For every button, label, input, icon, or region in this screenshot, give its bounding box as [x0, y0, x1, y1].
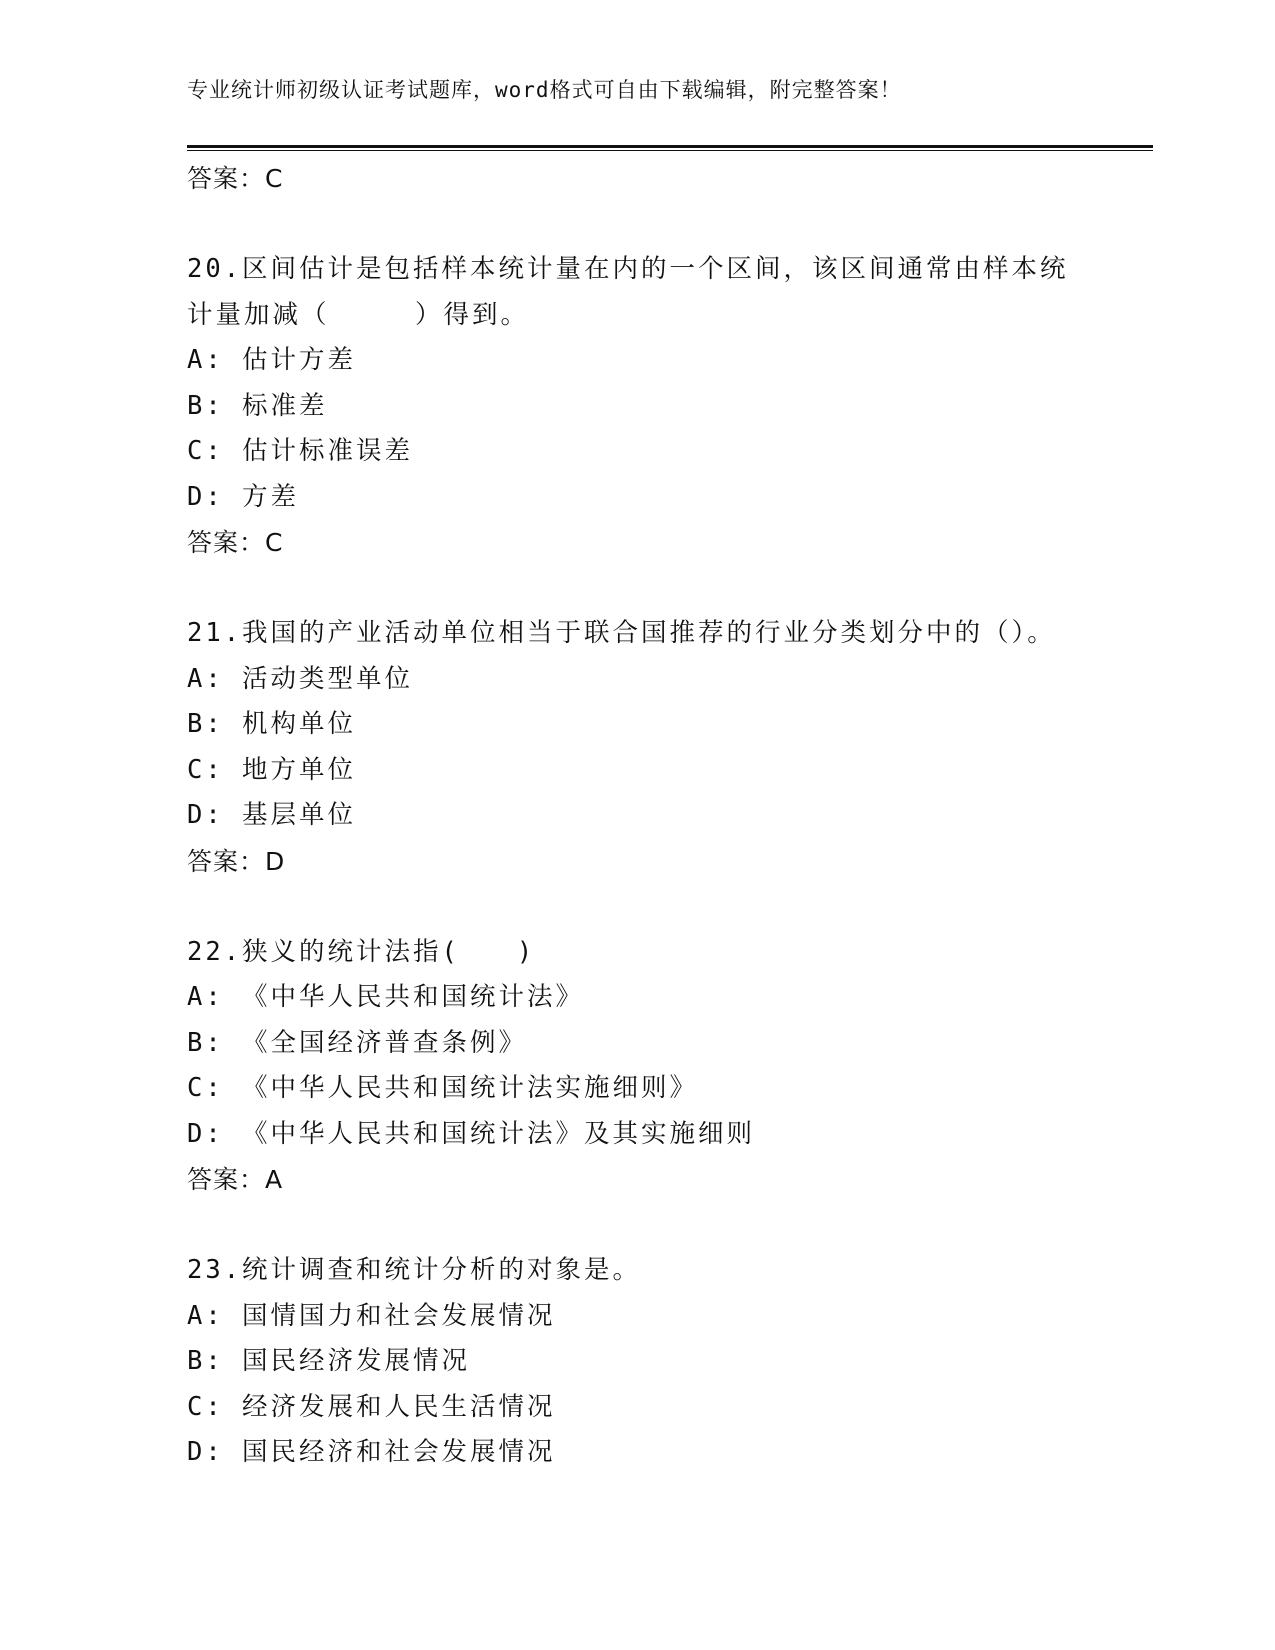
spacer [187, 202, 1087, 248]
option-d: D: 方差 [187, 481, 300, 512]
question-21 [187, 611, 1087, 884]
header-rule-thin [187, 150, 1153, 151]
option-c: C: 估计标准误差 [187, 436, 414, 466]
option-b: B: 机构单位 [187, 709, 357, 739]
option-b: B: 国民经济发展情况 [187, 1346, 471, 1376]
option-c: C: 《中华人民共和国统计法实施细则》 [187, 1073, 699, 1103]
question-stem-continued: 计量加减（ ）得到。 [187, 299, 530, 330]
option-a: A: 《中华人民共和国统计法》 [187, 982, 585, 1012]
spacer [187, 566, 1087, 612]
question-stem: 22.狭义的统计法指( ) [187, 936, 536, 967]
answer: 答案：C [187, 528, 284, 557]
option-a: A: 活动类型单位 [187, 663, 414, 694]
option-b: B: 《全国经济普查条例》 [187, 1027, 528, 1058]
spacer [187, 884, 1087, 930]
question-stem: 23.统计调查和统计分析的对象是。 [187, 1255, 642, 1285]
option-a: A: 国情国力和社会发展情况 [187, 1300, 556, 1331]
header-rule-thick [187, 145, 1153, 148]
option-d: D: 《中华人民共和国统计法》及其实施细则 [187, 1118, 756, 1149]
answer: 答案：A [187, 1165, 284, 1194]
spacer [187, 1203, 1087, 1249]
question-22 [187, 930, 1087, 1203]
option-b: B: 标准差 [187, 390, 328, 421]
option-d: D: 国民经济和社会发展情况 [187, 1437, 556, 1467]
previous-answer: 答案：C [187, 164, 284, 193]
question-23 [187, 1248, 1087, 1476]
question-stem: 21.我国的产业活动单位相当于联合国推荐的行业分类划分中的（）。 [187, 618, 1056, 648]
option-c: C: 地方单位 [187, 754, 357, 785]
answer: 答案：D [187, 846, 286, 876]
page-header: 专业统计师初级认证考试题库，word格式可自由下载编辑，附完整答案！ [187, 78, 902, 102]
option-d: D: 基层单位 [187, 800, 357, 830]
question-20 [187, 247, 1087, 566]
option-a: A: 估计方差 [187, 345, 357, 375]
question-stem: 20.区间估计是包括样本统计量在内的一个区间，该区间通常由样本统 [187, 254, 1069, 284]
option-c: C: 经济发展和人民生活情况 [187, 1391, 556, 1422]
question-content [187, 156, 1087, 1476]
